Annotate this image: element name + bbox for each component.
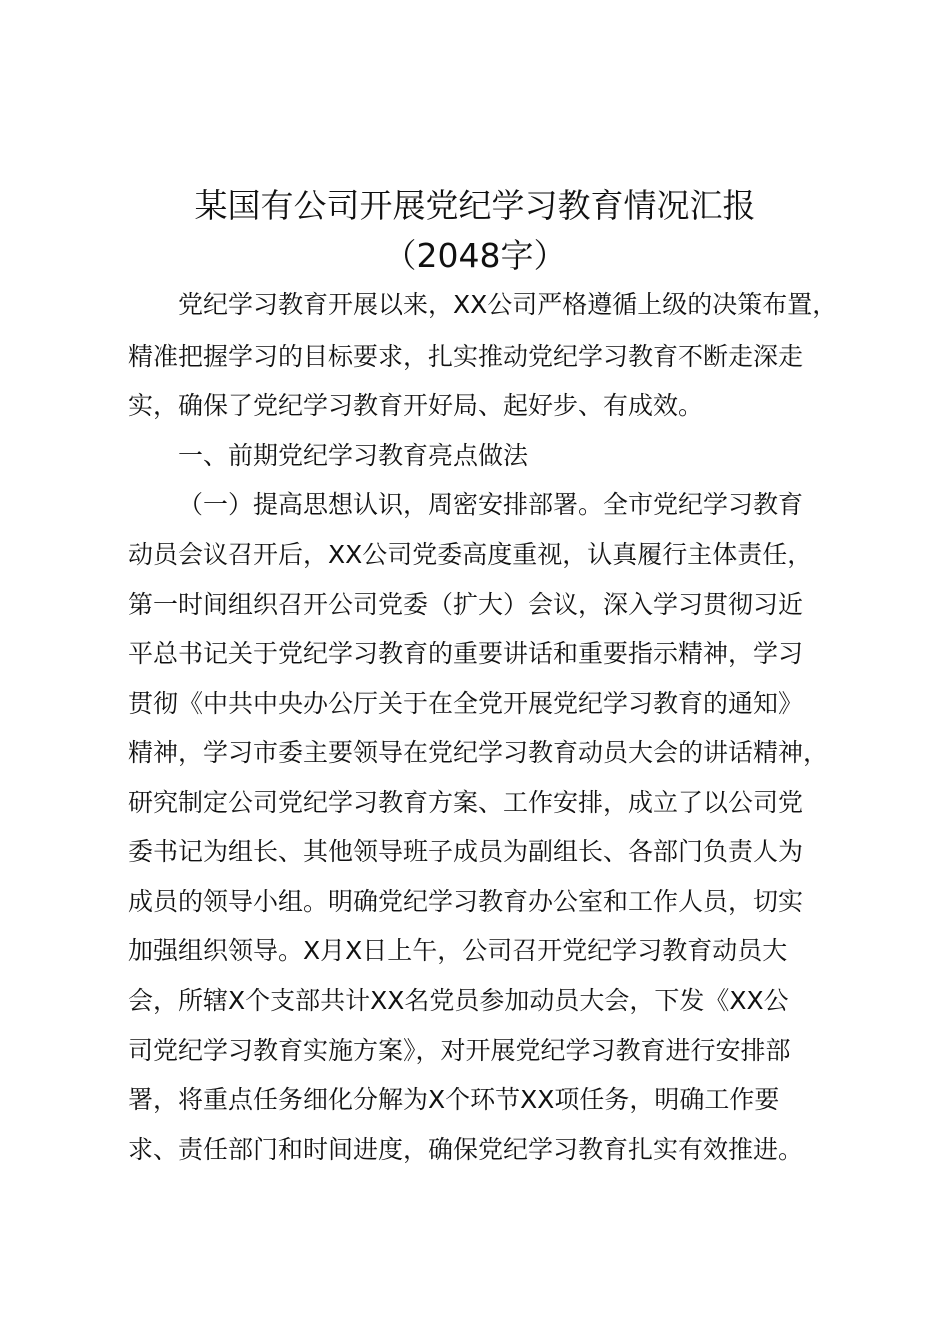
paragraph-line: （一）提高思想认识，周密安排部署。全市党纪学习教育 <box>178 490 804 519</box>
paragraph-line: 署，将重点任务细化分解为X个环节XX项任务，明确工作要 <box>128 1085 780 1114</box>
paragraph-line: 动员会议召开后，XX公司党委高度重视，认真履行主体责任， <box>128 540 813 569</box>
paragraph-line: 精准把握学习的目标要求，扎实推动党纪学习教育不断走深走 <box>128 342 804 371</box>
paragraph-line: 司党纪学习教育实施方案》，对开展党纪学习教育进行安排部 <box>128 1036 791 1065</box>
paragraph-line: 成员的领导小组。明确党纪学习教育办公室和工作人员，切实 <box>128 887 804 916</box>
section-heading: 一、前期党纪学习教育亮点做法 <box>178 441 529 470</box>
paragraph-line: 精神，学习市委主要领导在党纪学习教育动员大会的讲话精神， <box>128 738 829 767</box>
paragraph-line: 第一时间组织召开公司党委（扩大）会议，深入学习贯彻习近 <box>128 590 804 619</box>
paragraph-line: 求、责任部门和时间进度，确保党纪学习教育扎实有效推进。 <box>128 1135 804 1164</box>
paragraph-line: 会，所辖X个支部共计XX名党员参加动员大会，下发《XX公 <box>128 986 789 1015</box>
paragraph-line: 委书记为组长、其他领导班子成员为副组长、各部门负责人为 <box>128 837 804 866</box>
paragraph-line: 研究制定公司党纪学习教育方案、工作安排，成立了以公司党 <box>128 788 804 817</box>
paragraph-line: 平总书记关于党纪学习教育的重要讲话和重要指示精神，学习 <box>128 639 804 668</box>
paragraph-line: 加强组织领导。X月X日上午，公司召开党纪学习教育动员大 <box>128 936 788 965</box>
document-title: 某国有公司开展党纪学习教育情况汇报 <box>194 186 756 225</box>
document-subtitle-word-count: （2048字） <box>383 236 567 275</box>
paragraph-line: 贯彻《中共中央办公厅关于在全党开展党纪学习教育的通知》 <box>128 689 804 718</box>
paragraph-line: 实，确保了党纪学习教育开好局、起好步、有成效。 <box>128 391 704 420</box>
paragraph-line: 党纪学习教育开展以来，XX公司严格遵循上级的决策布置， <box>178 290 838 319</box>
